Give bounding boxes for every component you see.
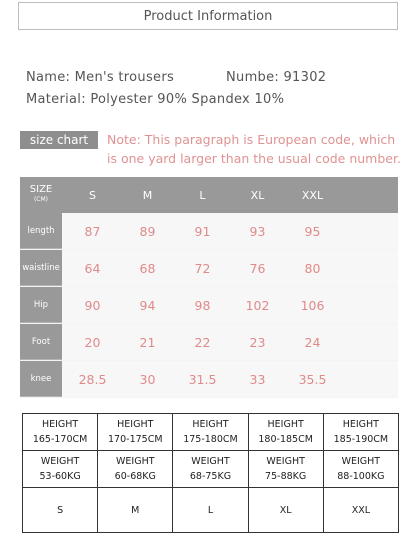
table-cell: 23 — [249, 334, 266, 350]
row-cells — [62, 250, 398, 286]
row-label: Hip — [20, 287, 62, 323]
weight-label: WEIGHT — [341, 456, 381, 467]
weight-cell — [98, 451, 173, 488]
row-cells — [62, 324, 398, 360]
size-row — [23, 488, 399, 533]
table-cell: 64 — [84, 260, 101, 276]
table-cell: 95 — [304, 223, 321, 239]
height-weight-table — [22, 413, 399, 533]
weight-range: 88-100KG — [337, 471, 385, 482]
table-cell: 30 — [139, 371, 156, 387]
weight-label: WEIGHT — [266, 456, 305, 467]
size-table-header — [20, 177, 398, 213]
size-header-cell: XL — [250, 188, 265, 202]
table-cell: 33 — [249, 371, 266, 387]
table-cell: 35.5 — [298, 371, 327, 387]
weight-cell — [248, 451, 323, 488]
table-cell: 68 — [139, 260, 156, 276]
height-label: HEIGHT — [41, 419, 79, 430]
height-cell — [23, 414, 98, 451]
height-row — [23, 414, 399, 451]
height-cell — [248, 414, 323, 451]
size-header-cells — [62, 177, 398, 213]
size-cell: S — [23, 488, 98, 533]
weight-row — [23, 451, 399, 488]
row-cells — [62, 213, 398, 249]
row-cells — [62, 361, 398, 397]
size-cell: L — [173, 488, 248, 533]
table-cell: 20 — [84, 334, 101, 350]
size-cell: XXL — [323, 488, 398, 533]
row-label: Foot — [20, 324, 62, 360]
table-row-waistline — [20, 250, 398, 287]
product-name: Name: Men's trousers — [26, 70, 175, 85]
corner-unit-label: (CM) — [33, 196, 49, 203]
size-note: Note: This paragraph is European code, which is one yard larger than the usual code number. — [107, 132, 401, 166]
size-chart-tag-text: size chart — [29, 133, 89, 147]
weight-label: WEIGHT — [191, 456, 230, 467]
table-cell: 28.5 — [78, 371, 107, 387]
table-cell: 89 — [139, 223, 156, 239]
table-cell: 76 — [249, 260, 266, 276]
page-title-text: Product Information — [143, 8, 273, 24]
table-cell: 22 — [194, 334, 211, 350]
table-cell: 102 — [245, 297, 270, 313]
table-cell: 90 — [84, 297, 101, 313]
table-row-foot — [20, 324, 398, 361]
table-cell: 21 — [139, 334, 156, 350]
height-label: HEIGHT — [267, 419, 304, 430]
height-label: HEIGHT — [192, 419, 229, 430]
size-chart-tag — [20, 131, 98, 149]
weight-label: WEIGHT — [116, 456, 155, 467]
table-cell: 24 — [304, 334, 321, 350]
height-range: 170-175CM — [108, 434, 163, 445]
size-cell: XL — [248, 488, 323, 533]
height-range: 165-170CM — [32, 434, 88, 445]
size-table-corner — [20, 177, 62, 213]
weight-range: 75-88KG — [265, 471, 307, 482]
row-label: length — [20, 213, 62, 249]
weight-label: WEIGHT — [40, 456, 80, 467]
table-cell: 94 — [139, 297, 156, 313]
table-cell: 80 — [304, 260, 321, 276]
product-material: Material: Polyester 90% Spandex 10% — [26, 92, 285, 107]
table-cell: 31.5 — [188, 371, 217, 387]
table-row-length — [20, 213, 398, 250]
table-row-knee — [20, 361, 398, 398]
row-cells — [62, 287, 398, 323]
weight-range: 60-68KG — [114, 471, 156, 482]
table-row-hip — [20, 287, 398, 324]
table-cell: 93 — [249, 223, 266, 239]
page-title — [18, 2, 398, 30]
height-range: 185-190CM — [333, 434, 389, 445]
weight-range: 68-75KG — [189, 471, 232, 482]
table-cell: 72 — [194, 260, 211, 276]
weight-range: 53-60KG — [39, 471, 81, 482]
height-cell — [98, 414, 173, 451]
height-cell — [323, 414, 398, 451]
height-range: 180-185CM — [258, 434, 313, 445]
height-cell — [173, 414, 248, 451]
product-number: Numbe: 91302 — [226, 70, 327, 85]
table-cell: 91 — [194, 223, 211, 239]
size-cell: M — [98, 488, 173, 533]
row-label: waistline — [20, 250, 62, 286]
height-label: HEIGHT — [342, 419, 379, 430]
weight-cell — [323, 451, 398, 488]
size-header-cell: L — [199, 188, 206, 202]
height-label: HEIGHT — [117, 419, 154, 430]
corner-size-label: SIZE — [29, 184, 53, 195]
size-header-cell: M — [142, 188, 153, 202]
size-table — [20, 177, 398, 398]
size-header-cell: S — [89, 188, 96, 202]
table-cell: 106 — [300, 297, 325, 313]
weight-cell — [173, 451, 248, 488]
row-label: knee — [20, 361, 62, 397]
height-range: 175-180CM — [183, 434, 238, 445]
table-cell: 98 — [194, 297, 211, 313]
size-header-cell: XXL — [301, 188, 324, 202]
product-name-line — [26, 70, 327, 85]
weight-cell — [23, 451, 98, 488]
table-cell: 87 — [84, 223, 101, 239]
